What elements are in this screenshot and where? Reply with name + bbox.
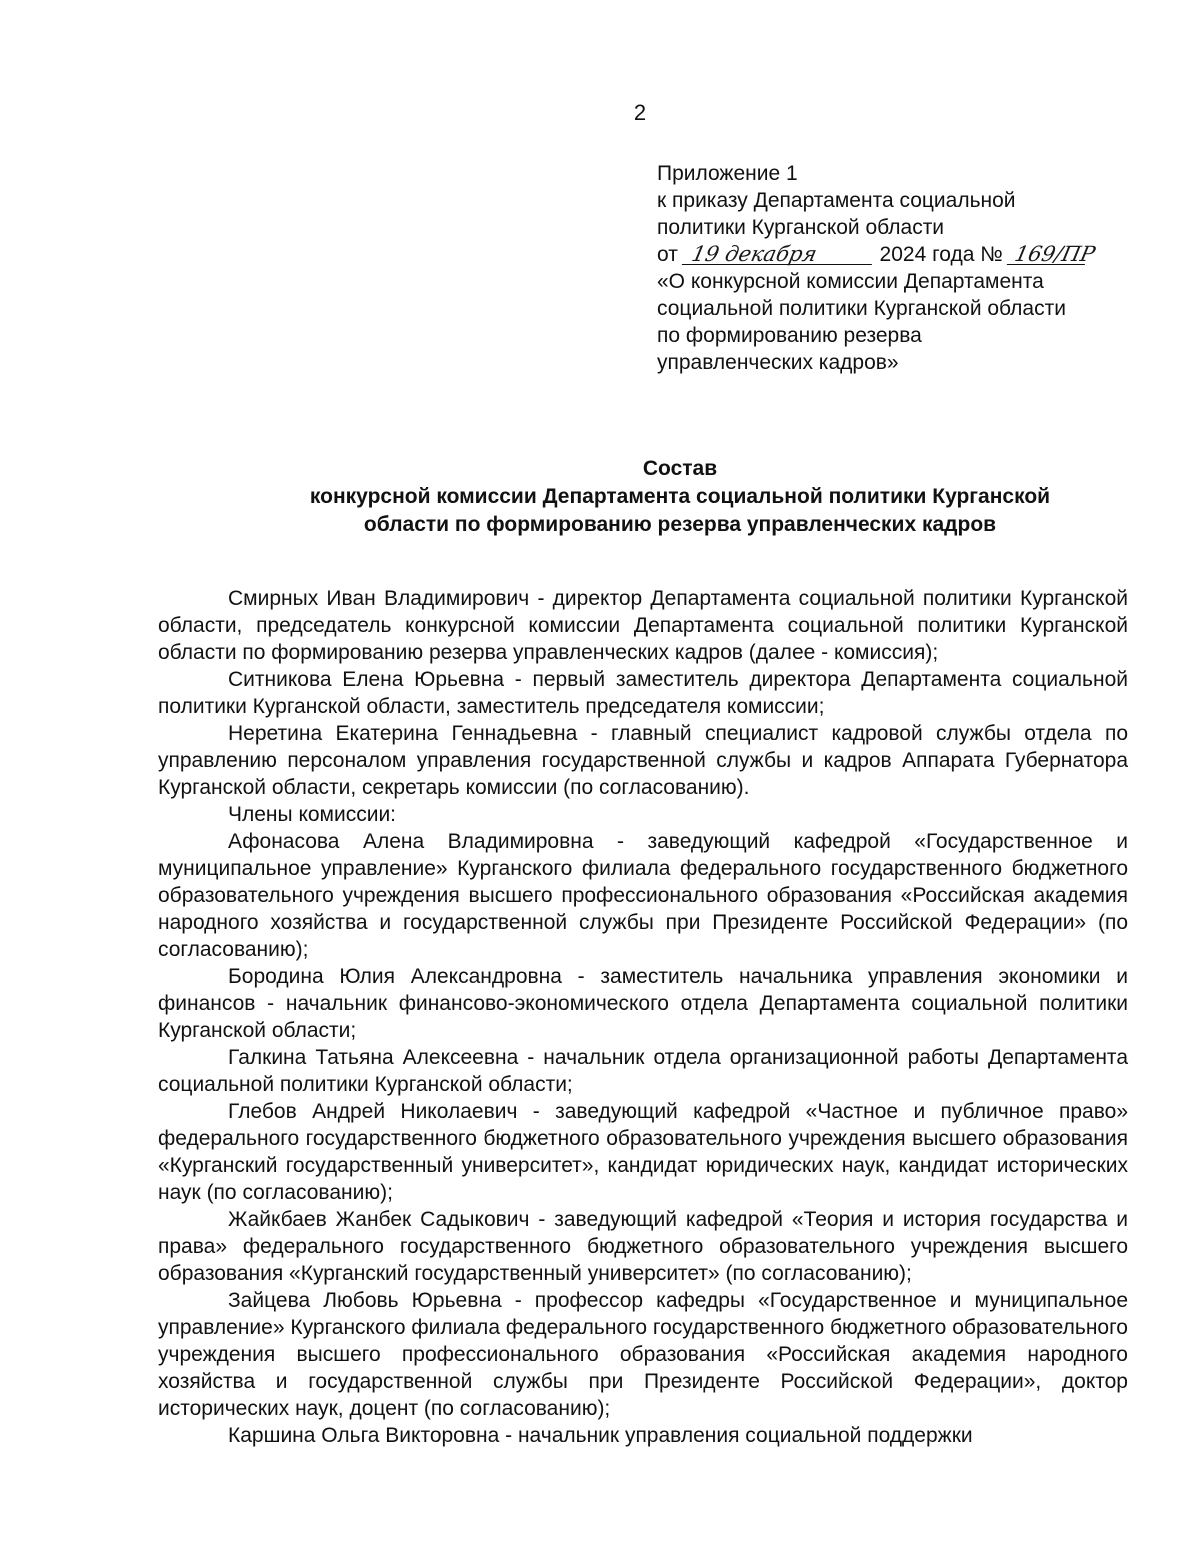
handwritten-date: 19 декабря: [681, 244, 875, 265]
commission-members-list: [158, 585, 1128, 1449]
year-label: 2024 года №: [879, 243, 1003, 266]
appendix-date-line: [657, 241, 1157, 268]
appendix-subject-line-4: управленческих кадров»: [657, 351, 899, 374]
appendix-subject-line-2: социальной политики Курганской области: [657, 297, 1066, 320]
member-paragraph: Смирных Иван Владимирович - директор Департамента социальной политики Курганской области, председатель конкурсной комиссии Департамента социальной политики Курганской области по формированию резерва управленческих кадров (далее - комиссия);: [158, 587, 1128, 664]
appendix-subject-line-3: по формированию резерва: [657, 324, 922, 347]
member-paragraph: Неретина Екатерина Геннадьевна - главный специалист кадровой службы отдела по управлению персоналом управления государственной службы и кадров Аппарата Губернатора Курганской области, секретарь комиссии (по согласованию).: [158, 722, 1128, 799]
appendix-order-line: к приказу Департамента социальной: [657, 189, 1016, 212]
member-paragraph: Жайкбаев Жанбек Садыкович - заведующий кафедрой «Теория и история государства и права» федерального государственного бюджетного образовательного учреждения высшего образования «Курганский государственный университет» (по согласованию);: [158, 1208, 1128, 1285]
member-paragraph: Каршина Ольга Викторовна - начальник управления социальной поддержки: [228, 1424, 973, 1447]
member-paragraph: Бородина Юлия Александровна - заместитель начальника управления экономики и финансов - начальник финансово-экономического отдела Департамента социальной политики Курганской области;: [158, 965, 1128, 1042]
appendix-department-line: политики Курганской области: [657, 216, 945, 239]
member-paragraph: Глебов Андрей Николаевич - заведующий кафедрой «Частное и публичное право» федерального государственного бюджетного образовательного учреждения высшего образования «Курганский государственный университет», кандидат юридических наук, кандидат исторических наук (по согласованию);: [158, 1100, 1128, 1204]
member-paragraph: Ситникова Елена Юрьевна - первый заместитель директора Департамента социальной политики Курганской области, заместитель председателя комиссии;: [158, 668, 1128, 718]
appendix-subject-line-1: «О конкурсной комиссии Департамента: [657, 270, 1044, 293]
appendix-title: Приложение 1: [657, 162, 798, 185]
heading-line-2: конкурсной комиссии Департамента социальной политики Курганской: [309, 485, 1051, 508]
appendix-block: [657, 160, 1157, 376]
document-heading: [150, 455, 1200, 539]
page-number: 2: [633, 100, 647, 125]
member-paragraph: Зайцева Любовь Юрьевна - профессор кафедры «Государственное и муниципальное управление» Курганского филиала федерального государственного бюджетного образовательного учреждения высшего профессионального образования «Российская академия народного хозяйства и государственной службы при Президенте Российской Федерации», доктор исторических наук, доцент (по согласованию);: [158, 1289, 1128, 1420]
heading-line-3: области по формированию резерва управленческих кадров: [363, 513, 997, 536]
member-paragraph: Галкина Татьяна Алексеевна - начальник отдела организационной работы Департамента социальной политики Курганской области;: [158, 1046, 1128, 1096]
heading-title: Состав: [642, 457, 718, 480]
from-label: от: [657, 243, 678, 266]
member-paragraph: Афонасова Алена Владимировна - заведующий кафедрой «Государственное и муниципальное управление» Курганского филиала федерального государственного бюджетного образовательного учреждения высшего профессионального образования «Российская академия народного хозяйства и государственной службы при Президенте Российской Федерации» (по согласованию);: [158, 830, 1128, 961]
handwritten-order-number: 169/ПР: [1006, 244, 1088, 265]
members-subheading: Члены комиссии:: [228, 803, 397, 826]
